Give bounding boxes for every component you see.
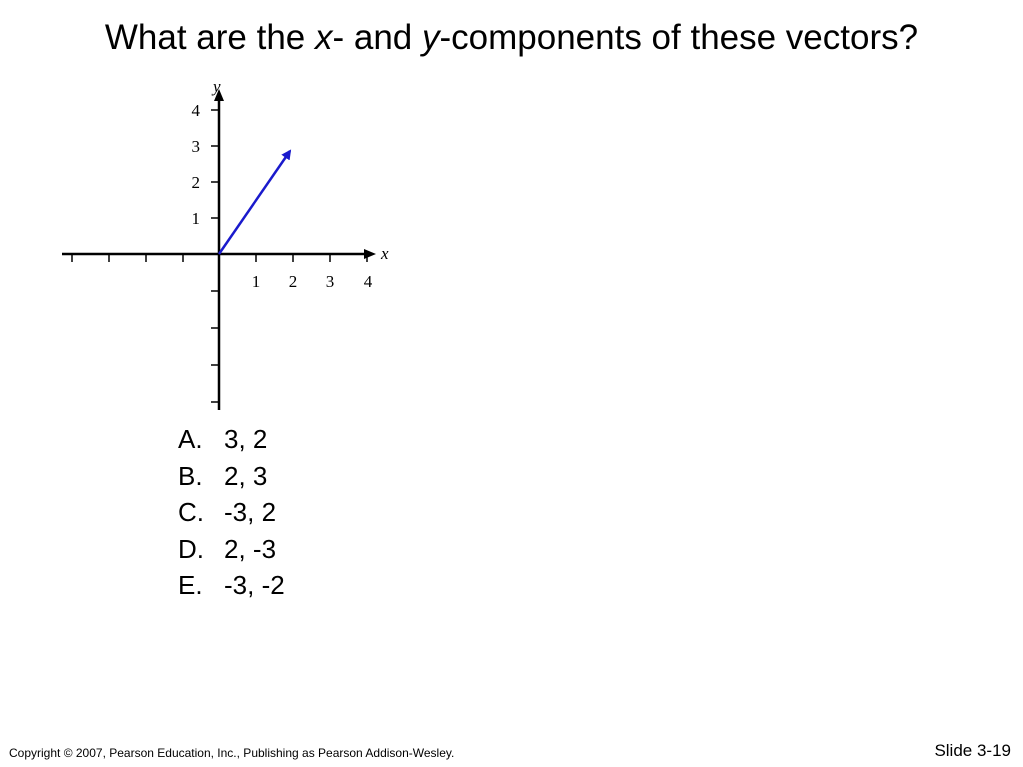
choice-letter: D. (178, 533, 204, 564)
choice-c (178, 494, 285, 531)
x-tick-label-4: 4 (363, 272, 373, 291)
title-y-italic: y (422, 18, 440, 57)
title-x-italic: x (315, 18, 333, 57)
y-tick-label-3: 3 (191, 137, 200, 156)
choice-text: 3, 2 (224, 424, 268, 454)
y-tick-label-4: 4 (191, 101, 200, 120)
x-tick-label-2: 2 (288, 272, 298, 291)
x-axis-arrow (364, 249, 376, 259)
choice-text: -3, -2 (224, 570, 285, 601)
y-tick-label-2: 2 (191, 173, 200, 192)
x-tick-label-1: 1 (251, 272, 261, 291)
answer-choices (178, 421, 285, 604)
x-axis-label: x (381, 244, 389, 263)
title-text-1: What are the (104, 18, 315, 57)
choice-text: 2, -3 (224, 533, 277, 564)
choice-letter: E. (178, 570, 203, 601)
copyright-notice: Copyright © 2007, Pearson Education, Inc., Publishing as Pearson Addison-Wesley. (9, 746, 455, 760)
slide-number: Slide 3-19 (934, 741, 1011, 760)
y-tick-label-1: 1 (191, 209, 200, 228)
x-tick-label-3: 3 (325, 272, 335, 291)
choice-b (178, 458, 285, 495)
choice-text: 2, 3 (224, 460, 268, 491)
title-text-2: - and (332, 18, 422, 57)
choice-e (178, 567, 285, 604)
choice-text: -3, 2 (224, 497, 277, 528)
choice-letter: B. (178, 460, 203, 491)
title-text-3: -components of these vectors? (439, 18, 919, 57)
y-axis-label: y (213, 77, 221, 96)
choice-d (178, 531, 285, 568)
vector-arrow (219, 151, 290, 254)
choice-a (178, 421, 285, 458)
choice-letter: C. (178, 497, 204, 528)
choice-letter: A. (178, 424, 203, 454)
